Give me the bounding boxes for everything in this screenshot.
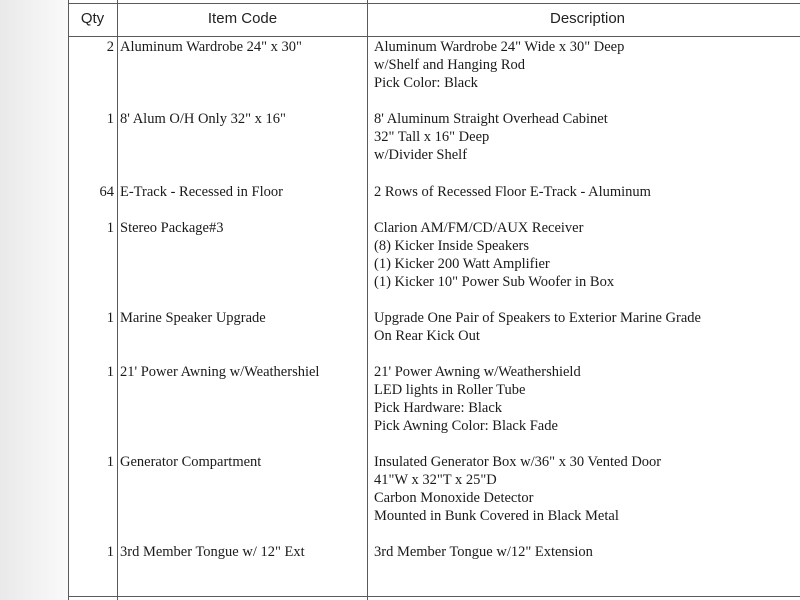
header-qty: Qty: [80, 10, 105, 27]
row-description: [374, 363, 800, 435]
row-description: [374, 219, 800, 291]
row-qty: 1: [106, 310, 114, 326]
description-line: Insulated Generator Box w/36" x 30 Vented Door: [374, 454, 662, 470]
row-item-code: 21' Power Awning w/Weathershiel: [120, 364, 320, 380]
description-line: Pick Awning Color: Black Fade: [374, 418, 558, 434]
row-description: [374, 453, 800, 525]
table-left-border: [68, 0, 69, 600]
row-qty: 2: [106, 39, 114, 55]
description-line: Pick Color: Black: [374, 75, 478, 91]
header-item-code: Item Code: [207, 10, 278, 27]
row-description: [374, 309, 800, 345]
row-qty: 64: [99, 184, 114, 200]
description-line: w/Shelf and Hanging Rod: [374, 57, 526, 73]
description-line: Carbon Monoxide Detector: [374, 490, 534, 506]
description-line: Pick Hardware: Black: [374, 400, 503, 416]
row-description: [374, 110, 800, 164]
row-item-code: Generator Compartment: [120, 454, 262, 470]
row-description: [374, 38, 800, 92]
table-bottom-border: [68, 596, 800, 597]
description-line: Upgrade One Pair of Speakers to Exterior Marine Grade: [374, 310, 701, 326]
row-item-code: E-Track - Recessed in Floor: [120, 184, 283, 200]
column-divider-code: [367, 0, 368, 600]
row-item-code: Marine Speaker Upgrade: [120, 310, 266, 326]
description-line: 21' Power Awning w/Weathershield: [374, 364, 581, 380]
row-qty: 1: [106, 544, 114, 560]
row-qty: 1: [106, 220, 114, 236]
description-line: (8) Kicker Inside Speakers: [374, 238, 530, 254]
description-line: On Rear Kick Out: [374, 328, 480, 344]
description-line: Aluminum Wardrobe 24" Wide x 30" Deep: [374, 39, 625, 55]
column-divider-qty: [117, 0, 118, 600]
description-line: 3rd Member Tongue w/12" Extension: [374, 544, 593, 560]
row-item-code: 8' Alum O/H Only 32" x 16": [120, 111, 286, 127]
row-item-code: 3rd Member Tongue w/ 12" Ext: [120, 544, 305, 560]
row-description: [374, 183, 800, 201]
description-line: 41"W x 32"T x 25"D: [374, 472, 497, 488]
description-line: (1) Kicker 10" Power Sub Woofer in Box: [374, 274, 615, 290]
row-description: [374, 543, 800, 561]
row-qty: 1: [106, 111, 114, 127]
description-line: Mounted in Bunk Covered in Black Metal: [374, 508, 619, 524]
row-qty: 1: [106, 364, 114, 380]
row-item-code: Aluminum Wardrobe 24" x 30": [120, 39, 302, 55]
header-bottom-border: [68, 36, 800, 37]
description-line: Clarion AM/FM/CD/AUX Receiver: [374, 220, 584, 236]
row-item-code: Stereo Package#3: [120, 220, 224, 236]
description-line: 8' Aluminum Straight Overhead Cabinet: [374, 111, 608, 127]
order-sheet: [68, 0, 800, 600]
header-description: Description: [549, 10, 626, 27]
row-qty: 1: [106, 454, 114, 470]
description-line: w/Divider Shelf: [374, 147, 468, 163]
description-line: LED lights in Roller Tube: [374, 382, 526, 398]
description-line: 2 Rows of Recessed Floor E-Track - Aluminum: [374, 184, 651, 200]
description-line: 32" Tall x 16" Deep: [374, 129, 490, 145]
description-line: (1) Kicker 200 Watt Amplifier: [374, 256, 550, 272]
